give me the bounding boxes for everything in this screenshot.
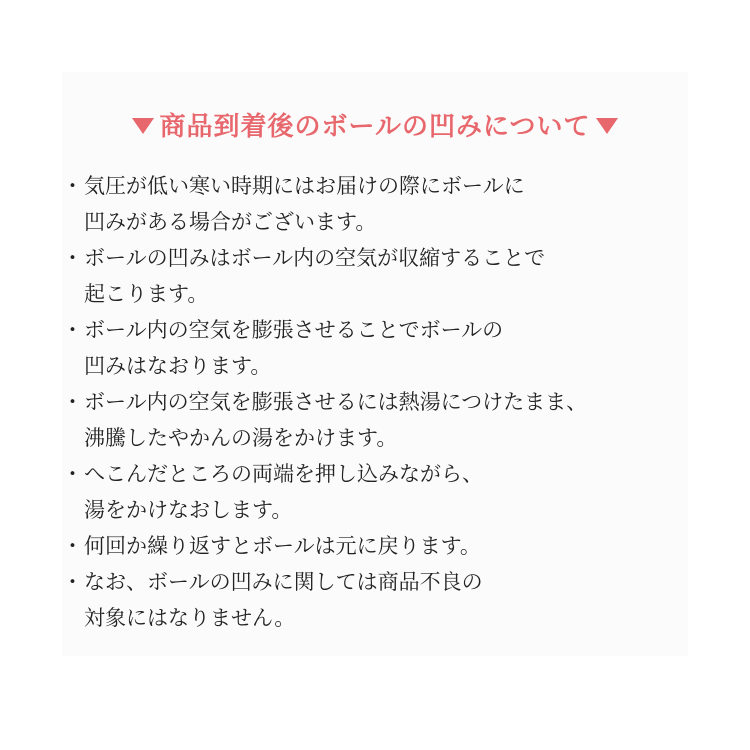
item-line: 対象にはなりません。 (84, 606, 296, 630)
list-item (62, 528, 682, 564)
item-line: 湯をかけなおします。 (84, 498, 293, 522)
list-item (62, 240, 682, 312)
down-triangle-icon (132, 118, 154, 134)
item-line: ボールの凹みはボール内の空気が収縮することで (84, 246, 546, 270)
bullet-mark: ・ (62, 174, 83, 198)
list-item (62, 168, 682, 240)
bullet-mark: ・ (62, 390, 83, 414)
list-item (62, 564, 682, 636)
bullet-mark: ・ (62, 318, 83, 342)
item-line: なお、ボールの凹みに関しては商品不良の (84, 570, 483, 594)
bullet-mark: ・ (62, 534, 83, 558)
item-line: 起こります。 (84, 282, 209, 306)
bullet-mark: ・ (62, 462, 83, 486)
item-line: 何回か繰り返すとボールは元に戻ります。 (84, 534, 481, 558)
list-item (62, 312, 682, 384)
bullet-mark: ・ (62, 246, 83, 270)
heading-title: 商品到着後のボールの凹みについて (159, 111, 591, 142)
item-line: 凹みはなおります。 (84, 354, 272, 378)
down-triangle-icon (596, 118, 618, 134)
notes-list (62, 168, 682, 636)
list-item (62, 456, 682, 528)
bullet-mark: ・ (62, 570, 83, 594)
item-line: 凹みがある場合がございます。 (84, 210, 377, 234)
item-line: へこんだところの両端を押し込みながら、 (84, 462, 483, 486)
item-line: 沸騰したやかんの湯をかけます。 (84, 426, 398, 450)
item-line: ボール内の空気を膨張させるには熱湯につけたまま、 (84, 390, 588, 414)
list-item (62, 384, 682, 456)
item-line: 気圧が低い寒い時期にはお届けの際にボールに (84, 174, 525, 198)
section-heading (78, 102, 672, 146)
item-line: ボール内の空気を膨張させることでボールの (84, 318, 504, 342)
